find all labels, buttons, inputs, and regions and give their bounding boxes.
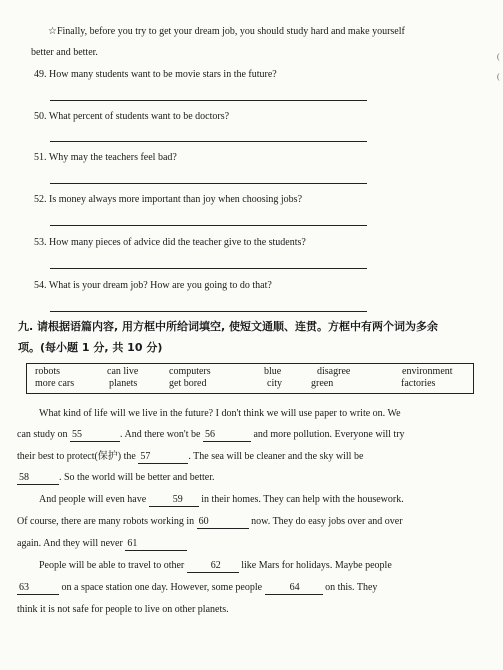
passage-text: Of course, there are many robots working in: [17, 516, 195, 527]
answer-line-53[interactable]: [50, 268, 367, 269]
passage-text: And people will even have: [39, 494, 147, 505]
question-number: 50.: [34, 111, 47, 122]
blank-64[interactable]: 64: [265, 581, 323, 595]
question-text: How many students want to be movie stars in the future?: [49, 69, 277, 80]
word-bank-item: blue: [264, 366, 282, 377]
edge-mark: (: [497, 52, 500, 61]
word-bank-item: get bored: [169, 378, 207, 389]
passage-text: and more pollution. Everyone will try: [253, 429, 405, 440]
passage-text: on a space station one day. However, some people: [61, 582, 263, 593]
answer-line-52[interactable]: [50, 225, 367, 226]
question-51: [34, 151, 177, 164]
question-number: 53.: [34, 237, 47, 248]
question-52: [34, 193, 302, 206]
blank-63[interactable]: 63: [17, 581, 59, 595]
passage-text: can study on: [17, 429, 68, 440]
blank-59[interactable]: 59: [149, 493, 199, 507]
answer-line-51[interactable]: [50, 183, 367, 184]
question-number: 52.: [34, 194, 47, 205]
question-53: [34, 236, 306, 249]
answer-line-49[interactable]: [50, 100, 367, 101]
answer-line-50[interactable]: [50, 141, 367, 142]
blank-55[interactable]: 55: [70, 428, 120, 442]
question-54: [34, 279, 272, 292]
passage-text: People will be able to travel to other: [39, 560, 185, 571]
intro-line-2: better and better.: [31, 47, 98, 58]
question-text: What percent of students want to be doctors?: [48, 111, 230, 122]
blank-62[interactable]: 62: [187, 559, 239, 573]
question-number: 49.: [34, 69, 47, 80]
section-9-subheading: 项。(每小题 1 分, 共 10 分): [18, 341, 163, 354]
question-50: [34, 110, 229, 123]
word-bank-item: computers: [169, 366, 211, 377]
blank-58[interactable]: 58: [17, 471, 59, 485]
edge-mark: (: [497, 72, 500, 81]
passage-line: [17, 471, 469, 485]
question-text: Is money always more important than joy when choosing jobs?: [49, 194, 303, 205]
passage-text: . And there won't be: [120, 429, 201, 440]
question-49: [34, 68, 277, 81]
passage-line: [17, 407, 469, 420]
word-bank-item: can live: [107, 366, 139, 377]
word-bank-item: more cars: [35, 378, 75, 389]
passage-text: . So the world will be better and better.: [59, 472, 215, 483]
word-bank-item: environment: [402, 366, 453, 377]
passage-line: [17, 515, 469, 529]
question-text: Why may the teachers feel bad?: [48, 152, 177, 163]
passage-line: [17, 450, 469, 464]
answer-line-54[interactable]: [50, 311, 367, 312]
word-bank-item: robots: [35, 366, 60, 377]
passage-text: What kind of life will we live in the future? I don't think we will use paper to write on. We: [39, 408, 401, 419]
passage-text: think it is not safe for people to live on other planets.: [17, 604, 229, 615]
passage-line: [17, 581, 469, 595]
passage-text: like Mars for holidays. Maybe people: [241, 560, 392, 571]
blank-56[interactable]: 56: [203, 428, 251, 442]
word-bank-item: factories: [401, 378, 436, 389]
passage-line: [17, 428, 469, 442]
passage-text: now. They do easy jobs over and over: [251, 516, 403, 527]
passage-text: their best to protect(保护) the: [17, 451, 136, 462]
passage-line: [17, 493, 469, 507]
section-9-heading: 九. 请根据语篇内容, 用方框中所给词填空, 使短文通顺、连贯。方框中有两个词为多余: [18, 320, 439, 333]
blank-60[interactable]: 60: [197, 515, 249, 529]
passage-line: [17, 603, 469, 616]
word-bank-item: green: [311, 378, 334, 389]
passage-line: [17, 537, 469, 551]
word-bank-item: city: [267, 378, 282, 389]
passage-text: again. And they will never: [17, 538, 123, 549]
question-text: What is your dream job? How are you going to do that?: [48, 280, 272, 291]
blank-61[interactable]: 61: [125, 537, 187, 551]
passage-text: . The sea will be cleaner and the sky will be: [188, 451, 364, 462]
blank-57[interactable]: 57: [138, 450, 188, 464]
intro-line-1: ☆Finally, before you try to get your dream job, you should study hard and make yourself: [48, 26, 405, 37]
passage-text: on this. They: [325, 582, 378, 593]
word-bank-item: disagree: [317, 366, 351, 377]
question-number: 51.: [34, 152, 47, 163]
passage-line: [17, 559, 469, 573]
word-bank-box: [26, 363, 474, 394]
passage-text: in their homes. They can help with the housework.: [201, 494, 404, 505]
word-bank-item: planets: [109, 378, 138, 389]
question-number: 54.: [34, 280, 47, 291]
question-text: How many pieces of advice did the teacher give to the students?: [49, 237, 306, 248]
